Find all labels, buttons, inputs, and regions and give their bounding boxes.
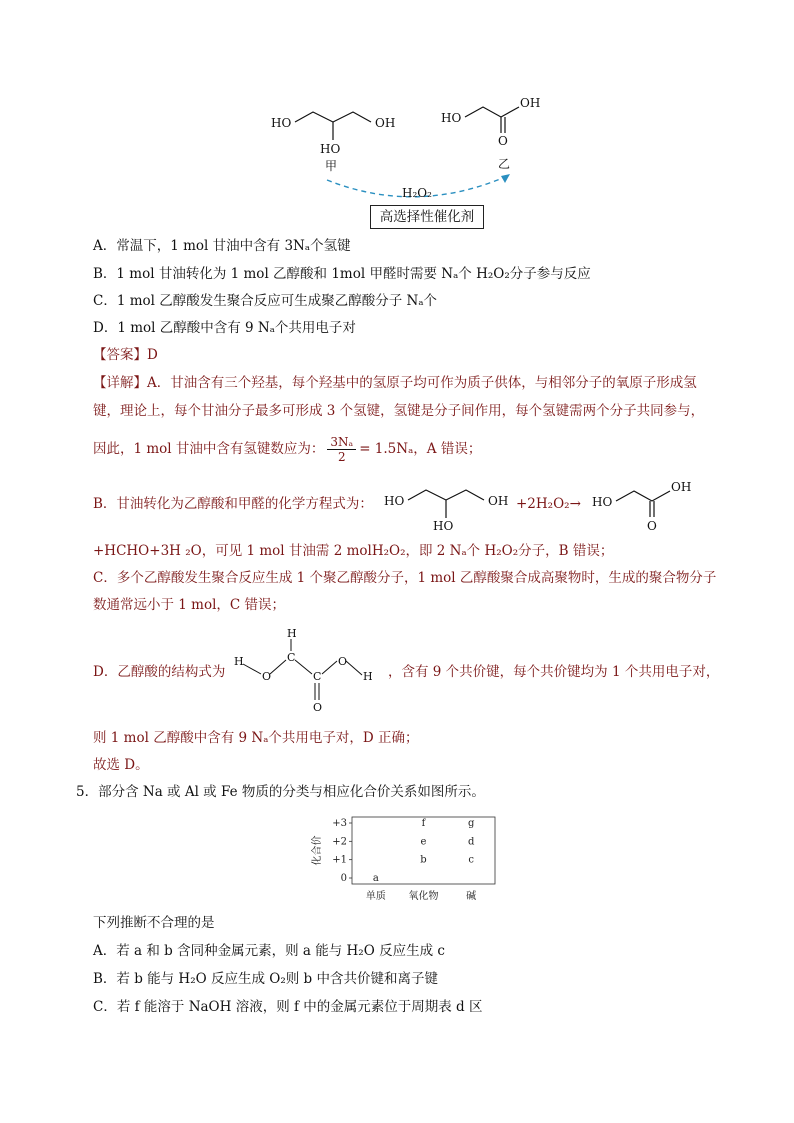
answer-label: 【答案】D xyxy=(93,347,158,363)
sf-o-bottom: O xyxy=(313,701,323,714)
explain-c-line-1: C．多个乙醇酸发生聚合反应生成 1 个聚乙醇酸分子，1 mol 乙醇酸聚合成高聚物时，生成的聚合物分子 xyxy=(93,570,717,586)
glycolic-b-oh: OH xyxy=(671,480,692,494)
point-label: b xyxy=(420,854,427,866)
oxidant-label: H₂O₂ xyxy=(402,186,432,200)
sf-o-right: O xyxy=(338,655,348,668)
q5-stem: 5．部分含 Na 或 Al 或 Fe 物质的分类与相应化合价关系如图所示。 xyxy=(76,784,485,800)
explain-line-2: 键，理论上，每个甘油分子最多可形成 3 个氢键，氢键是分子间作用，每个氢键需两个分子共同参与， xyxy=(93,403,705,419)
explain-d-prefix: D．乙醇酸的结构式为 xyxy=(93,664,226,680)
glycolic-structure-b xyxy=(588,475,698,535)
sf-c2: C xyxy=(313,670,322,683)
y-tick-label: 0 xyxy=(340,873,347,884)
point-label: g xyxy=(467,818,475,829)
glycerol-ho-bottom: HO xyxy=(320,142,341,156)
sf-h-top: H xyxy=(287,627,297,640)
explain-b-prefix: B．甘油转化为乙醇酸和甲醛的化学方程式为： xyxy=(93,496,373,512)
x-tick-label: 氧化物 xyxy=(408,891,439,902)
explain-d-suffix: ，含有 9 个共价键，每个共价键均为 1 个共用电子对， xyxy=(388,664,720,680)
glycerol-oh-right: OH xyxy=(375,116,396,130)
glycolic-ho: HO xyxy=(441,111,462,125)
explain-line-3-suffix: = 1.5Nₐ，A 错误； xyxy=(359,441,482,457)
q4-option-c: C．1 mol 乙醇酸发生聚合反应可生成聚乙醇酸分子 Nₐ个 xyxy=(93,293,438,309)
y-tick-label: +2 xyxy=(332,836,347,848)
reaction-scheme xyxy=(255,85,555,200)
x-tick-label: 单质 xyxy=(365,891,386,902)
hbond-fraction xyxy=(327,435,356,464)
glycolic-o: O xyxy=(498,134,508,148)
glycolic-structural-formula xyxy=(228,624,388,716)
explain-b-line-2: +HCHO+3H ₂O，可见 1 mol 甘油需 2 molH₂O₂，即 2 Nₐ个 H₂O₂分子，B 错误； xyxy=(93,543,614,559)
q5-option-a: A．若 a 和 b 含同种金属元素，则 a 能与 H₂O 反应生成 c xyxy=(93,943,445,959)
fraction-denominator: 2 xyxy=(337,450,346,464)
glycerol-b-oh: OH xyxy=(488,494,509,508)
q5-option-b: B．若 b 能与 H₂O 反应生成 O₂则 b 中含共价键和离子键 xyxy=(93,971,438,987)
glycerol-structure-b xyxy=(380,478,520,538)
conclusion: 故选 D。 xyxy=(93,757,149,773)
glycolic-b-ho: HO xyxy=(592,495,613,509)
fraction-numerator: 3Nₐ xyxy=(327,435,356,450)
glycolic-name: 乙 xyxy=(498,157,511,171)
valence-chart xyxy=(310,812,500,907)
point-label: e xyxy=(420,836,427,848)
catalyst-box: 高选择性催化剂 xyxy=(370,205,484,229)
glycerol-name: 甲 xyxy=(325,159,338,173)
glycerol-b-ho: HO xyxy=(384,494,405,508)
q5-option-c: C．若 f 能溶于 NaOH 溶液，则 f 中的金属元素位于周期表 d 区 xyxy=(93,999,483,1015)
y-tick-label: +1 xyxy=(332,854,347,866)
glycerol-ho-left: HO xyxy=(271,116,292,130)
y-axis-label: 化合价 xyxy=(312,835,323,866)
q4-option-a: A．常温下，1 mol 甘油中含有 3Nₐ个氢键 xyxy=(93,238,351,254)
q4-option-d: D．1 mol 乙醇酸中含有 9 Nₐ个共用电子对 xyxy=(93,320,356,336)
point-label: c xyxy=(468,854,474,866)
explain-line-1: 【详解】A．甘油含有三个羟基，每个羟基中的氢原子均可作为质子供体，与相邻分子的氧原子形成氢 xyxy=(93,375,697,391)
x-tick-label: 碱 xyxy=(466,891,477,902)
sf-h-right: H xyxy=(363,670,373,683)
y-tick-label: +3 xyxy=(332,818,347,829)
q4-option-b: B．1 mol 甘油转化为 1 mol 乙醇酸和 1mol 甲醛时需要 Nₐ个 H₂O₂分子参与反应 xyxy=(93,266,591,282)
point-label: d xyxy=(467,836,475,848)
explain-b-reagent: +2H₂O₂→ xyxy=(516,496,581,512)
glycerol-b-ho-bottom: HO xyxy=(433,519,454,533)
sf-o-left: O xyxy=(262,670,272,683)
explain-line-3 xyxy=(93,434,481,464)
glycolic-b-o: O xyxy=(647,519,657,533)
point-label: f xyxy=(421,818,426,829)
point-label: a xyxy=(372,873,379,884)
q5-question: 下列推断不合理的是 xyxy=(93,915,215,931)
explain-c-line-2: 数通常远小于 1 mol，C 错误； xyxy=(93,597,286,613)
explain-line-3-prefix: 因此，1 mol 甘油中含有氢键数应为： xyxy=(93,441,325,457)
explain-d-line-2: 则 1 mol 乙醇酸中含有 9 Nₐ个共用电子对，D 正确； xyxy=(93,730,419,746)
sf-h-left: H xyxy=(234,655,244,668)
glycolic-oh: OH xyxy=(520,96,541,110)
sf-c1: C xyxy=(287,651,296,664)
